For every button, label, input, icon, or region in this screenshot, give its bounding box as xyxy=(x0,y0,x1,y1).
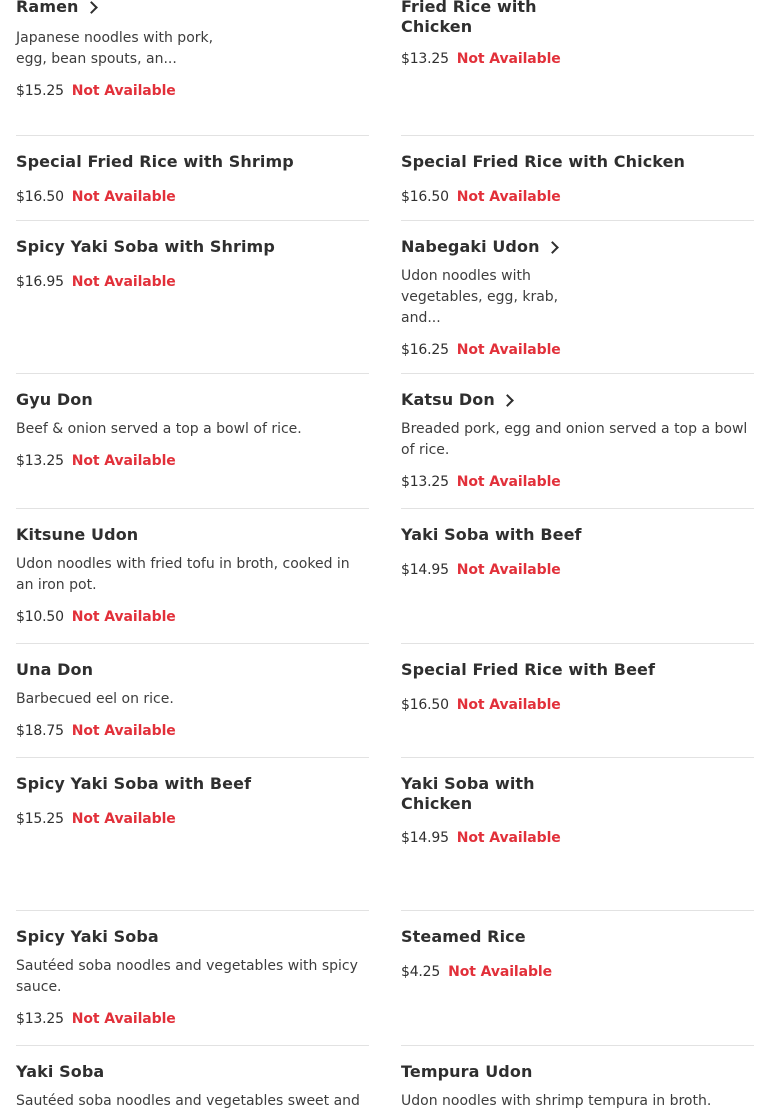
item-price-row xyxy=(16,810,369,828)
item-price-row xyxy=(16,608,369,626)
item-status: Not Available xyxy=(71,453,176,469)
chevron-right-icon xyxy=(546,241,559,254)
item-price: $15.25 xyxy=(16,83,64,99)
menu-item-spicy-yaki-soba-shrimp[interactable] xyxy=(16,220,369,291)
item-status: Not Available xyxy=(71,811,176,827)
item-price: $16.50 xyxy=(16,189,64,205)
item-status: Not Available xyxy=(71,609,176,625)
item-price: $13.25 xyxy=(16,1011,64,1027)
item-name-row xyxy=(16,0,369,17)
item-price: $13.25 xyxy=(401,51,449,67)
item-price: $18.75 xyxy=(16,723,64,739)
item-price: $15.25 xyxy=(16,811,64,827)
menu-item-ramen[interactable] xyxy=(16,0,369,100)
item-name: Gyu Don xyxy=(16,390,93,409)
item-name: Fried Rice with Chicken xyxy=(401,0,537,36)
menu-item-special-fried-rice-chicken[interactable] xyxy=(401,135,754,206)
item-price: $13.25 xyxy=(16,453,64,469)
item-name: Yaki Soba xyxy=(16,1062,105,1081)
item-price-row xyxy=(401,341,754,359)
item-status: Not Available xyxy=(71,1011,176,1027)
item-name: Steamed Rice xyxy=(401,927,526,946)
item-price-row xyxy=(401,50,754,68)
item-price-row xyxy=(16,273,369,291)
item-price: $16.25 xyxy=(401,342,449,358)
item-name: Kitsune Udon xyxy=(16,525,139,544)
menu-item-gyu-don[interactable] xyxy=(16,373,369,470)
menu-item-steamed-rice[interactable] xyxy=(401,910,754,981)
item-description: Beef & onion served a top a bowl of rice. xyxy=(16,421,302,437)
menu-item-fried-rice-chicken[interactable] xyxy=(401,0,754,68)
item-price-row xyxy=(401,963,754,981)
item-status: Not Available xyxy=(456,830,561,846)
item-status: Not Available xyxy=(456,474,561,490)
item-status: Not Available xyxy=(448,964,552,980)
item-name: Nabegaki Udon xyxy=(401,237,540,256)
item-name: Spicy Yaki Soba xyxy=(16,927,159,946)
item-status: Not Available xyxy=(71,83,176,99)
item-price: $16.50 xyxy=(401,189,449,205)
chevron-right-icon xyxy=(85,1,98,14)
menu-item-special-fried-rice-shrimp[interactable] xyxy=(16,135,369,206)
menu-item-tempura-udon[interactable] xyxy=(401,1045,754,1112)
item-price-row xyxy=(401,829,754,847)
item-name: Yaki Soba with Beef xyxy=(401,525,582,544)
menu-item-yaki-soba-chicken[interactable] xyxy=(401,757,754,847)
item-description: Sautéed soba noodles and vegetables sweet and xyxy=(16,1093,360,1109)
item-description: Japanese noodles with pork, egg, bean spouts, an... xyxy=(16,30,214,67)
item-price: $13.25 xyxy=(401,474,449,490)
item-price: $16.50 xyxy=(401,697,449,713)
item-status: Not Available xyxy=(71,723,176,739)
menu-item-nabegaki-udon[interactable] xyxy=(401,220,754,359)
item-price-row xyxy=(16,188,369,206)
item-description: Udon noodles with shrimp tempura in broth. xyxy=(401,1093,712,1109)
item-name: Spicy Yaki Soba with Shrimp xyxy=(16,237,275,256)
item-name-row xyxy=(401,237,754,257)
item-price-row xyxy=(401,696,754,714)
item-description: Barbecued eel on rice. xyxy=(16,691,174,707)
item-status: Not Available xyxy=(456,342,561,358)
item-price-row xyxy=(401,188,754,206)
item-description: Udon noodles with vegetables, egg, krab, and... xyxy=(401,268,559,326)
menu-item-yaki-soba-beef[interactable] xyxy=(401,508,754,579)
chevron-right-icon xyxy=(501,394,514,407)
item-description: Breaded pork, egg and onion served a top a bowl of rice. xyxy=(401,421,748,458)
menu-item-kitsune-udon[interactable] xyxy=(16,508,369,626)
item-name: Ramen xyxy=(16,0,79,16)
item-price-row xyxy=(16,452,369,470)
item-status: Not Available xyxy=(456,697,561,713)
item-price: $4.25 xyxy=(401,964,441,980)
menu-item-spicy-yaki-soba[interactable] xyxy=(16,910,369,1028)
item-name: Katsu Don xyxy=(401,390,495,409)
item-status: Not Available xyxy=(456,189,561,205)
item-status: Not Available xyxy=(71,274,176,290)
menu-item-una-don[interactable] xyxy=(16,643,369,740)
item-price: $14.95 xyxy=(401,830,449,846)
item-name: Spicy Yaki Soba with Beef xyxy=(16,774,252,793)
item-price-row xyxy=(16,1010,369,1028)
item-name: Special Fried Rice with Chicken xyxy=(401,152,686,171)
item-name: Una Don xyxy=(16,660,94,679)
item-description: Udon noodles with fried tofu in broth, cooked in an iron pot. xyxy=(16,556,350,593)
item-name: Special Fried Rice with Shrimp xyxy=(16,152,294,171)
item-price-row xyxy=(401,473,754,491)
item-price-row xyxy=(16,722,369,740)
item-name: Yaki Soba with Chicken xyxy=(401,774,535,813)
item-status: Not Available xyxy=(456,51,561,67)
item-name: Special Fried Rice with Beef xyxy=(401,660,656,679)
menu-item-katsu-don[interactable] xyxy=(401,373,754,491)
item-price: $14.95 xyxy=(401,562,449,578)
item-name: Tempura Udon xyxy=(401,1062,533,1081)
menu-item-yaki-soba[interactable] xyxy=(16,1045,369,1112)
item-price-row xyxy=(401,561,754,579)
menu-item-special-fried-rice-beef[interactable] xyxy=(401,643,754,714)
item-price: $16.95 xyxy=(16,274,64,290)
menu-item-spicy-yaki-soba-beef[interactable] xyxy=(16,757,369,828)
item-status: Not Available xyxy=(456,562,561,578)
item-price: $10.50 xyxy=(16,609,64,625)
item-status: Not Available xyxy=(71,189,176,205)
item-description: Sautéed soba noodles and vegetables with spicy sauce. xyxy=(16,958,358,995)
item-name-row xyxy=(401,390,754,410)
item-price-row xyxy=(16,82,369,100)
